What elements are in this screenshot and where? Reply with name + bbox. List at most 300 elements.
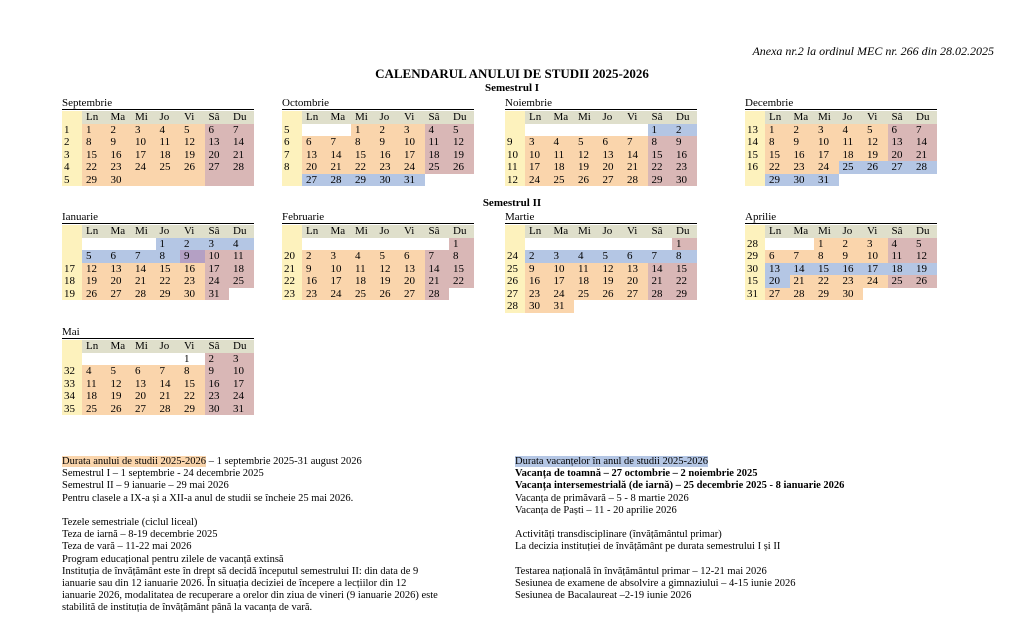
day-cell: 28 xyxy=(912,161,937,174)
day-cell: 8 xyxy=(672,250,697,263)
day-cell: 20 xyxy=(599,161,624,174)
info-line xyxy=(62,505,438,517)
day-cell: 23 xyxy=(180,275,205,288)
info-text: Program educațional pentru zilele de vacanță extinsă xyxy=(62,553,284,565)
info-text: Tezele semestriale (ciclul liceal) xyxy=(62,517,198,529)
day-cell: 1 xyxy=(449,238,474,251)
day-cell: 5 xyxy=(863,124,888,137)
day-cell xyxy=(400,238,425,251)
info-text: Teza de vară – 11-22 mai 2026 xyxy=(62,541,192,553)
weekday-header-row xyxy=(62,225,254,238)
highlighted-heading: Durata anului de studii 2025-2026 xyxy=(62,456,207,467)
day-cell: 2 xyxy=(180,238,205,251)
week-number: 10 xyxy=(505,149,525,162)
week-number: 22 xyxy=(282,275,302,288)
day-cell: 17 xyxy=(131,149,156,162)
week-row xyxy=(62,353,254,366)
info-text: Sesiunea de examene de absolvire a gimnaziului – 4-15 iunie 2026 xyxy=(515,578,796,590)
month-table xyxy=(62,340,254,415)
week-row xyxy=(745,174,937,187)
day-cell: 11 xyxy=(351,263,376,276)
week-number-header xyxy=(745,225,765,238)
day-cell: 15 xyxy=(814,263,839,276)
week-number: 15 xyxy=(745,275,765,288)
month-name: Noiembrie xyxy=(505,97,553,109)
day-cell xyxy=(574,238,599,251)
day-cell: 28 xyxy=(131,288,156,301)
day-cell: 27 xyxy=(400,288,425,301)
info-line xyxy=(62,468,438,480)
weekday-label: Jo xyxy=(839,225,864,238)
weekday-label: Ln xyxy=(82,111,107,124)
day-cell: 13 xyxy=(107,263,132,276)
day-cell: 23 xyxy=(205,390,230,403)
day-cell: 26 xyxy=(574,174,599,187)
day-cell: 15 xyxy=(765,149,790,162)
day-cell: 30 xyxy=(525,300,550,313)
day-cell: 28 xyxy=(425,288,450,301)
week-number: 33 xyxy=(62,378,82,391)
day-cell xyxy=(82,353,107,366)
day-cell: 18 xyxy=(156,149,181,162)
day-cell xyxy=(131,353,156,366)
day-cell: 13 xyxy=(765,263,790,276)
month-octombrie xyxy=(282,97,474,186)
day-cell: 26 xyxy=(376,288,401,301)
semester-2-heading: Semestrul II xyxy=(482,197,542,209)
day-cell: 21 xyxy=(790,275,815,288)
day-cell: 14 xyxy=(912,136,937,149)
day-cell: 17 xyxy=(550,275,575,288)
month-noiembrie xyxy=(505,97,697,186)
day-cell: 2 xyxy=(302,250,327,263)
info-line xyxy=(515,480,844,492)
day-cell: 26 xyxy=(180,161,205,174)
day-cell: 3 xyxy=(550,250,575,263)
day-cell: 15 xyxy=(672,263,697,276)
day-cell: 10 xyxy=(400,136,425,149)
day-cell: 28 xyxy=(623,174,648,187)
info-line xyxy=(62,566,438,578)
week-number: 2 xyxy=(62,136,82,149)
day-cell: 31 xyxy=(814,174,839,187)
day-cell xyxy=(623,238,648,251)
day-cell: 23 xyxy=(672,161,697,174)
day-cell: 2 xyxy=(790,124,815,137)
day-cell: 22 xyxy=(351,161,376,174)
day-cell: 7 xyxy=(425,250,450,263)
week-number xyxy=(282,174,302,187)
day-cell: 8 xyxy=(351,136,376,149)
day-cell: 2 xyxy=(525,250,550,263)
weekday-label: Ln xyxy=(302,225,327,238)
day-cell xyxy=(376,238,401,251)
info-text: Sesiunea de Bacalaureat –2-19 iunie 2026 xyxy=(515,590,692,602)
week-number: 29 xyxy=(745,250,765,263)
day-cell xyxy=(912,174,937,187)
weekday-label: Sâ xyxy=(888,225,913,238)
day-cell xyxy=(425,238,450,251)
week-number: 15 xyxy=(745,149,765,162)
semester-1-heading: Semestrul I xyxy=(484,82,540,94)
day-cell: 6 xyxy=(302,136,327,149)
day-cell: 21 xyxy=(648,275,673,288)
month-name: Ianuarie xyxy=(62,211,99,223)
day-cell xyxy=(888,174,913,187)
weekday-label: Vi xyxy=(400,111,425,124)
day-cell: 18 xyxy=(550,161,575,174)
weekday-label: Jo xyxy=(156,225,181,238)
day-cell: 1 xyxy=(672,238,697,251)
day-cell: 11 xyxy=(82,378,107,391)
day-cell: 14 xyxy=(156,378,181,391)
weekday-label: Sâ xyxy=(425,225,450,238)
day-cell: 21 xyxy=(156,390,181,403)
weekday-header-row xyxy=(282,111,474,124)
day-cell xyxy=(302,238,327,251)
week-row xyxy=(282,174,474,187)
weekday-label: Jo xyxy=(376,225,401,238)
day-cell: 25 xyxy=(229,275,254,288)
info-text: ianuarie 2026, modalitatea de recuperare a orelor din ziua de vineri (9 ianuarie 2026) este xyxy=(62,590,438,602)
day-cell xyxy=(107,238,132,251)
day-cell: 24 xyxy=(400,161,425,174)
month-divider xyxy=(62,223,254,224)
day-cell: 23 xyxy=(525,288,550,301)
weekday-header-row xyxy=(282,225,474,238)
day-cell: 29 xyxy=(351,174,376,187)
weekday-label: Du xyxy=(672,225,697,238)
day-cell: 11 xyxy=(156,136,181,149)
weekday-label: Mi xyxy=(351,111,376,124)
day-cell: 27 xyxy=(302,174,327,187)
day-cell: 5 xyxy=(599,250,624,263)
day-cell: 8 xyxy=(156,250,181,263)
day-cell: 14 xyxy=(131,263,156,276)
month-ianuarie xyxy=(62,211,254,300)
weekday-label: Du xyxy=(912,225,937,238)
day-cell: 9 xyxy=(205,365,230,378)
day-cell: 10 xyxy=(550,263,575,276)
day-cell xyxy=(131,238,156,251)
day-cell: 29 xyxy=(82,174,107,187)
day-cell: 13 xyxy=(302,149,327,162)
weekday-header-row xyxy=(505,225,697,238)
day-cell: 9 xyxy=(302,263,327,276)
day-cell xyxy=(599,238,624,251)
day-cell: 25 xyxy=(574,288,599,301)
week-number: 25 xyxy=(505,263,525,276)
day-cell: 3 xyxy=(863,238,888,251)
day-cell: 4 xyxy=(82,365,107,378)
month-divider xyxy=(282,223,474,224)
day-cell: 9 xyxy=(180,250,205,263)
weekday-label: Du xyxy=(449,111,474,124)
week-row xyxy=(745,161,937,174)
info-line xyxy=(62,529,438,541)
month-name: Decembrie xyxy=(745,97,794,109)
info-text: Vacanța de toamnă – 27 octombrie – 2 noiembrie 2025 xyxy=(515,468,758,480)
weekday-label: Ln xyxy=(525,225,550,238)
day-cell xyxy=(351,238,376,251)
info-line xyxy=(515,468,844,480)
info-line xyxy=(515,554,844,566)
week-number: 21 xyxy=(282,263,302,276)
day-cell: 25 xyxy=(82,403,107,416)
weekday-label: Mi xyxy=(351,225,376,238)
week-row xyxy=(505,149,697,162)
day-cell: 17 xyxy=(327,275,352,288)
weekday-label: Ma xyxy=(327,111,352,124)
weekday-label: Sâ xyxy=(648,111,673,124)
day-cell: 11 xyxy=(839,136,864,149)
week-row xyxy=(745,275,937,288)
day-cell: 16 xyxy=(839,263,864,276)
info-line xyxy=(62,541,438,553)
day-cell: 26 xyxy=(912,275,937,288)
info-line xyxy=(62,517,438,529)
day-cell: 15 xyxy=(156,263,181,276)
month-table xyxy=(745,225,937,300)
day-cell: 4 xyxy=(839,124,864,137)
weekday-label: Mi xyxy=(574,225,599,238)
info-line xyxy=(515,541,844,553)
info-text: Semestrul I – 1 septembrie - 24 decembrie 2025 xyxy=(62,468,264,480)
day-cell: 2 xyxy=(672,124,697,137)
week-number xyxy=(62,250,82,263)
week-number: 5 xyxy=(62,174,82,187)
month-name: Mai xyxy=(62,326,80,338)
day-cell: 23 xyxy=(302,288,327,301)
week-number-header xyxy=(745,111,765,124)
week-number-header xyxy=(505,225,525,238)
month-septembrie xyxy=(62,97,254,186)
day-cell xyxy=(574,300,599,313)
week-row xyxy=(505,238,697,251)
day-cell: 8 xyxy=(765,136,790,149)
day-cell xyxy=(525,124,550,137)
day-cell: 13 xyxy=(205,136,230,149)
week-row xyxy=(62,390,254,403)
day-cell: 8 xyxy=(814,250,839,263)
day-cell: 15 xyxy=(351,149,376,162)
weekday-label: Vi xyxy=(863,111,888,124)
month-name: Aprilie xyxy=(745,211,777,223)
day-cell: 14 xyxy=(623,149,648,162)
day-cell: 15 xyxy=(648,149,673,162)
day-cell: 27 xyxy=(131,403,156,416)
day-cell xyxy=(425,174,450,187)
day-cell: 20 xyxy=(765,275,790,288)
day-cell: 31 xyxy=(400,174,425,187)
day-cell: 8 xyxy=(449,250,474,263)
day-cell: 13 xyxy=(131,378,156,391)
day-cell: 27 xyxy=(599,174,624,187)
week-row xyxy=(745,263,937,276)
day-cell: 15 xyxy=(449,263,474,276)
day-cell xyxy=(790,238,815,251)
day-cell: 3 xyxy=(814,124,839,137)
weekday-label: Du xyxy=(229,111,254,124)
info-text: Vacanța intersemestrială (de iarnă) – 25 decembrie 2025 - 8 ianuarie 2026 xyxy=(515,480,845,492)
day-cell: 19 xyxy=(912,263,937,276)
info-text: Semestrul II – 9 ianuarie – 29 mai 2026 xyxy=(62,480,229,492)
day-cell: 7 xyxy=(912,124,937,137)
month-divider xyxy=(745,109,937,110)
weekday-label: Du xyxy=(229,340,254,353)
day-cell: 20 xyxy=(131,390,156,403)
week-number: 28 xyxy=(745,238,765,251)
day-cell: 15 xyxy=(180,378,205,391)
day-cell: 25 xyxy=(550,174,575,187)
info-text: Instituția de învățământ este în drept să decidă începutul semestrului II: din data de 9 xyxy=(62,565,419,577)
week-row xyxy=(505,250,697,263)
week-number: 20 xyxy=(282,250,302,263)
day-cell: 10 xyxy=(229,365,254,378)
day-cell xyxy=(107,353,132,366)
week-row xyxy=(62,288,254,301)
day-cell: 29 xyxy=(765,174,790,187)
day-cell: 19 xyxy=(599,275,624,288)
info-line xyxy=(515,529,844,541)
day-cell: 26 xyxy=(82,288,107,301)
week-row xyxy=(745,288,937,301)
weekday-label: Ma xyxy=(327,225,352,238)
weekday-label: Du xyxy=(912,111,937,124)
info-text: ianuarie sau din 12 ianuarie 2026. În situația deciziei de începere a lecțiilor din 12 xyxy=(62,578,407,590)
week-number xyxy=(282,238,302,251)
week-number-header xyxy=(282,225,302,238)
week-number: 1 xyxy=(62,124,82,137)
week-row xyxy=(62,124,254,137)
day-cell: 18 xyxy=(839,149,864,162)
day-cell: 26 xyxy=(599,288,624,301)
week-row xyxy=(505,174,697,187)
info-line xyxy=(62,590,438,602)
week-number xyxy=(62,353,82,366)
week-number: 26 xyxy=(505,275,525,288)
day-cell: 10 xyxy=(205,250,230,263)
week-number-header xyxy=(62,111,82,124)
day-cell xyxy=(205,174,230,187)
weekday-label: Ma xyxy=(550,111,575,124)
day-cell: 16 xyxy=(672,149,697,162)
week-row xyxy=(62,174,254,187)
weekday-label: Ln xyxy=(765,111,790,124)
day-cell: 9 xyxy=(790,136,815,149)
weekday-label: Mi xyxy=(131,340,156,353)
day-cell xyxy=(131,174,156,187)
day-cell xyxy=(449,288,474,301)
day-cell: 22 xyxy=(82,161,107,174)
day-cell: 24 xyxy=(814,161,839,174)
day-cell xyxy=(449,174,474,187)
info-text: Vacanța de primăvară – 5 - 8 martie 2026 xyxy=(515,492,689,504)
day-cell: 10 xyxy=(814,136,839,149)
info-line xyxy=(515,578,844,590)
day-cell xyxy=(599,300,624,313)
day-cell xyxy=(863,288,888,301)
day-cell: 22 xyxy=(449,275,474,288)
day-cell: 17 xyxy=(863,263,888,276)
week-row xyxy=(745,250,937,263)
week-number-header xyxy=(505,111,525,124)
day-cell: 14 xyxy=(327,149,352,162)
month-divider xyxy=(282,109,474,110)
week-number-header xyxy=(62,225,82,238)
day-cell: 16 xyxy=(376,149,401,162)
weekday-label: Ln xyxy=(82,225,107,238)
week-number: 23 xyxy=(282,288,302,301)
day-cell: 4 xyxy=(351,250,376,263)
day-cell: 28 xyxy=(327,174,352,187)
month-divider xyxy=(745,223,937,224)
day-cell: 26 xyxy=(449,161,474,174)
week-row xyxy=(62,403,254,416)
info-line xyxy=(62,493,438,505)
week-row xyxy=(62,275,254,288)
day-cell xyxy=(327,124,352,137)
weekday-label: Du xyxy=(229,225,254,238)
day-cell: 2 xyxy=(107,124,132,137)
day-cell xyxy=(599,124,624,137)
week-row xyxy=(505,161,697,174)
day-cell: 24 xyxy=(229,390,254,403)
day-cell: 27 xyxy=(623,288,648,301)
day-cell: 3 xyxy=(229,353,254,366)
day-cell: 16 xyxy=(180,263,205,276)
day-cell: 4 xyxy=(229,238,254,251)
week-number: 31 xyxy=(745,288,765,301)
week-row xyxy=(745,238,937,251)
day-cell: 21 xyxy=(623,161,648,174)
weekday-label: Sâ xyxy=(205,225,230,238)
day-cell: 14 xyxy=(790,263,815,276)
day-cell xyxy=(672,300,697,313)
day-cell: 22 xyxy=(180,390,205,403)
day-cell: 19 xyxy=(863,149,888,162)
day-cell: 5 xyxy=(449,124,474,137)
weekday-label: Vi xyxy=(863,225,888,238)
day-cell: 29 xyxy=(180,403,205,416)
day-cell: 12 xyxy=(863,136,888,149)
day-cell: 29 xyxy=(156,288,181,301)
weekday-label: Ma xyxy=(790,111,815,124)
weekday-label: Ma xyxy=(550,225,575,238)
day-cell: 5 xyxy=(376,250,401,263)
week-number: 8 xyxy=(282,161,302,174)
info-line xyxy=(515,517,844,529)
day-cell xyxy=(574,124,599,137)
week-number-header xyxy=(282,111,302,124)
day-cell: 9 xyxy=(107,136,132,149)
day-cell: 20 xyxy=(400,275,425,288)
day-cell: 24 xyxy=(525,174,550,187)
month-table xyxy=(282,111,474,186)
day-cell xyxy=(156,174,181,187)
day-cell: 13 xyxy=(888,136,913,149)
day-cell: 7 xyxy=(131,250,156,263)
weekday-label: Mi xyxy=(131,225,156,238)
info-line xyxy=(62,456,438,468)
day-cell: 4 xyxy=(888,238,913,251)
day-cell: 12 xyxy=(912,250,937,263)
month-aprilie xyxy=(745,211,937,300)
weekday-label: Sâ xyxy=(425,111,450,124)
week-number xyxy=(505,124,525,137)
day-cell: 4 xyxy=(550,136,575,149)
month-name: Februarie xyxy=(282,211,325,223)
